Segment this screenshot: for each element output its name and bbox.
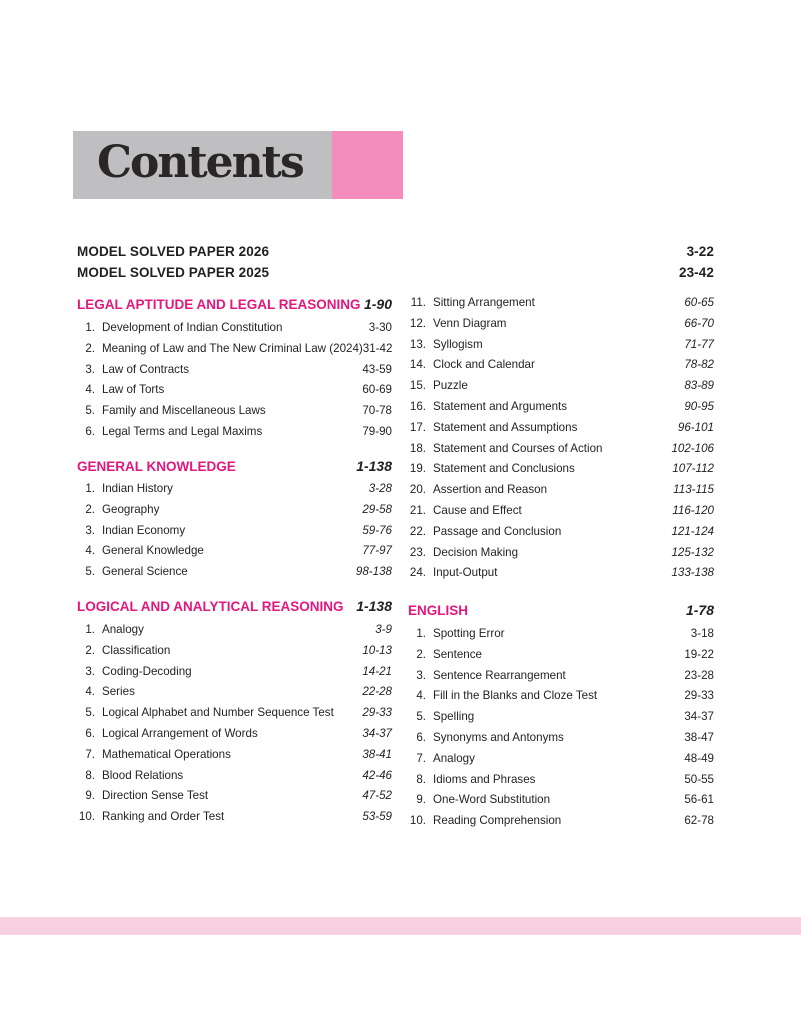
toc-entry-label: Spelling [433, 710, 475, 724]
toc-entry-number: 16. [409, 400, 426, 413]
section-heading-pages: 1-78 [685, 602, 714, 618]
toc-entry-label: Family and Miscellaneous Laws [102, 404, 266, 418]
toc-entry-pages: 19-22 [684, 647, 714, 661]
toc-entry-pages: 3-28 [368, 482, 392, 495]
toc-entry-pages: 43-59 [362, 362, 392, 376]
title-pink-accent [332, 131, 403, 199]
toc-entry[interactable] [72, 723, 392, 744]
toc-entry[interactable] [403, 375, 714, 396]
toc-entry[interactable] [72, 702, 392, 723]
toc-entry[interactable] [72, 806, 392, 827]
toc-entry-number: 20. [409, 483, 426, 497]
toc-entry-label: Sentence [433, 647, 482, 661]
toc-entry-pages: 38-41 [362, 747, 392, 761]
toc-entry-number: 7. [85, 747, 95, 761]
title-grey-panel [73, 131, 332, 199]
toc-entry-number: 19. [409, 462, 426, 476]
toc-entry-label: Classification [102, 643, 171, 657]
toc-entry[interactable] [72, 561, 392, 582]
model-paper-label: MODEL SOLVED PAPER 2025 [77, 265, 270, 280]
toc-entry-pages: 71-77 [684, 337, 714, 351]
toc-entry-label: Law of Torts [102, 383, 165, 397]
toc-entry[interactable] [403, 644, 714, 665]
toc-entry-pages: 3-30 [368, 321, 392, 334]
footer-pink-band [0, 917, 801, 935]
toc-entry[interactable] [72, 478, 392, 499]
toc-entry-pages: 121-124 [671, 524, 714, 538]
toc-entry-pages: 133-138 [671, 566, 714, 580]
section-heading-label: GENERAL KNOWLEDGE [77, 459, 236, 474]
toc-entry-pages: 113-115 [673, 483, 714, 497]
toc-entry-number: 11. [410, 296, 426, 309]
toc-entry-pages: 48-49 [684, 751, 714, 765]
toc-entry-pages: 62-78 [684, 814, 714, 828]
toc-entry-number: 13. [409, 337, 426, 351]
model-paper-label: MODEL SOLVED PAPER 2026 [77, 244, 270, 259]
toc-entry-number: 18. [409, 441, 426, 455]
toc-entry-label: Statement and Courses of Action [433, 441, 603, 455]
toc-entry-number: 6. [85, 727, 95, 740]
toc-entry-label: Coding-Decoding [102, 664, 192, 678]
toc-entry-label: Geography [102, 502, 160, 516]
toc-entry-pages: 38-47 [684, 731, 714, 744]
toc-entry-pages: 83-89 [684, 379, 714, 393]
toc-entry[interactable] [403, 438, 714, 459]
model-paper-2025-row[interactable] [77, 265, 714, 280]
toc-entry-pages: 125-132 [671, 545, 714, 559]
toc-entry-pages: 29-33 [684, 689, 714, 703]
toc-entry-label: Ranking and Order Test [102, 810, 225, 824]
toc-entry-number: 10. [409, 814, 426, 828]
toc-entry-pages: 42-46 [362, 768, 392, 782]
toc-entry-pages: 56-61 [684, 793, 714, 807]
toc-entry-pages: 34-37 [362, 727, 392, 740]
toc-entry-number: 2. [85, 643, 95, 657]
toc-entry-label: Analogy [433, 751, 475, 765]
toc-entry-label: Statement and Arguments [433, 400, 568, 413]
toc-entry[interactable] [403, 292, 714, 313]
toc-entry[interactable] [72, 421, 392, 442]
toc-entry-label: Law of Contracts [102, 362, 189, 376]
toc-entry-number: 9. [85, 789, 95, 803]
toc-entry-label: Fill in the Blanks and Cloze Test [433, 689, 598, 703]
toc-entry-label: Blood Relations [102, 768, 184, 782]
page-title: Contents [97, 137, 303, 188]
toc-entry-pages: 79-90 [362, 425, 392, 438]
toc-entry-label: Analogy [102, 623, 144, 636]
toc-entry-number: 1. [416, 627, 426, 640]
toc-entry[interactable] [403, 500, 714, 521]
toc-entry-label: Input-Output [433, 566, 498, 580]
toc-entry[interactable] [403, 769, 714, 790]
toc-entry[interactable] [72, 499, 392, 520]
toc-entry-number: 3. [85, 664, 95, 678]
toc-entry-number: 5. [85, 565, 95, 579]
toc-entry-pages: 60-69 [362, 383, 392, 397]
toc-entry-number: 7. [416, 751, 426, 765]
toc-entry[interactable] [403, 727, 714, 748]
toc-entry-label: Syllogism [433, 337, 483, 351]
toc-entry[interactable] [403, 354, 714, 375]
toc-entry-label: Assertion and Reason [433, 483, 548, 497]
toc-entry-pages: 23-28 [684, 668, 714, 682]
toc-entry-pages: 102-106 [671, 441, 714, 455]
toc-entry-number: 15. [409, 379, 426, 393]
toc-entry-label: Clock and Calendar [433, 358, 535, 372]
toc-entry[interactable] [72, 400, 392, 421]
section-heading-general-knowledge[interactable] [77, 458, 392, 474]
toc-entry[interactable] [72, 640, 392, 661]
toc-entry[interactable] [403, 665, 714, 686]
toc-entry-label: General Science [102, 565, 188, 579]
toc-entry-number: 2. [85, 502, 95, 516]
toc-entry-number: 3. [85, 523, 95, 537]
toc-entry-label: Meaning of Law and The New Criminal Law (2024) [102, 341, 363, 355]
toc-entry[interactable] [403, 542, 714, 563]
toc-entry[interactable] [403, 334, 714, 355]
toc-entry-pages: 29-33 [362, 706, 392, 720]
toc-entry[interactable] [72, 661, 392, 682]
toc-entry-label: Indian History [102, 482, 173, 495]
toc-entry-label: Logical Alphabet and Number Sequence Test [102, 706, 334, 720]
toc-entry-pages: 60-65 [684, 296, 714, 309]
toc-entry-pages: 31-42 [362, 341, 393, 355]
toc-entry[interactable] [72, 619, 392, 640]
toc-entry-pages: 53-59 [362, 810, 392, 824]
toc-entry-pages: 22-28 [362, 685, 392, 699]
toc-entry-label: Sentence Rearrangement [433, 668, 566, 682]
toc-entry-number: 1. [85, 623, 95, 636]
toc-entry-number: 22. [409, 524, 426, 538]
toc-entry-label: Mathematical Operations [102, 747, 231, 761]
toc-entry-number: 6. [85, 425, 95, 438]
toc-entry[interactable] [72, 540, 392, 561]
toc-entry-pages: 90-95 [684, 400, 714, 413]
toc-entry[interactable] [403, 521, 714, 542]
section-heading-label: LOGICAL AND ANALYTICAL REASONING [77, 599, 344, 614]
toc-entry-number: 5. [85, 706, 95, 720]
toc-entry-label: Puzzle [433, 379, 468, 393]
toc-entry[interactable] [403, 479, 714, 500]
toc-entry[interactable] [72, 379, 392, 400]
section-heading-pages: 1-138 [356, 458, 392, 474]
toc-entry-label: Cause and Effect [433, 504, 522, 517]
toc-entry[interactable] [403, 396, 714, 417]
toc-entry-number: 4. [416, 689, 426, 703]
section-heading-legal[interactable] [77, 296, 392, 312]
toc-entry[interactable] [72, 744, 392, 765]
section-heading-english[interactable] [408, 602, 714, 618]
toc-entry-pages: 78-82 [684, 358, 714, 372]
toc-entry-number: 6. [416, 731, 426, 744]
toc-entry[interactable] [72, 359, 392, 380]
toc-entry-label: Idioms and Phrases [433, 772, 536, 786]
toc-entry[interactable] [72, 338, 392, 359]
section-heading-label: LEGAL APTITUDE AND LEGAL REASONING [77, 297, 361, 312]
toc-entry-number: 1. [85, 482, 95, 495]
toc-entry-pages: 29-58 [362, 502, 392, 516]
toc-entry-pages: 3-18 [690, 627, 714, 640]
toc-entry-pages: 14-21 [362, 664, 392, 678]
toc-entry[interactable] [403, 562, 714, 583]
toc-entry[interactable] [403, 458, 714, 479]
toc-entry-pages: 77-97 [362, 544, 392, 558]
section-heading-pages: 1-138 [356, 598, 392, 614]
toc-entry-pages: 3-9 [375, 623, 392, 636]
toc-entry-number: 17. [409, 420, 426, 434]
toc-entry[interactable] [72, 765, 392, 786]
toc-entry[interactable] [403, 706, 714, 727]
toc-entry-number: 2. [416, 647, 426, 661]
model-paper-2026-row[interactable] [77, 244, 714, 259]
toc-entry-number: 1. [85, 321, 95, 334]
toc-entry-pages: 107-112 [672, 462, 714, 476]
model-paper-pages: 3-22 [686, 244, 714, 259]
toc-entry-number: 8. [85, 768, 95, 782]
toc-entry-number: 21. [409, 504, 426, 517]
section-heading-label: ENGLISH [408, 603, 469, 618]
toc-entry-pages: 34-37 [684, 710, 714, 724]
toc-entry-number: 5. [416, 710, 426, 724]
toc-entry-label: Statement and Conclusions [433, 462, 575, 476]
toc-entry-pages: 116-120 [672, 504, 714, 517]
toc-entry-pages: 47-52 [362, 789, 392, 803]
toc-entry-number: 9. [416, 793, 426, 807]
contents-title-block [73, 131, 403, 199]
toc-entry-number: 2. [85, 341, 95, 355]
toc-entry-number: 3. [416, 668, 426, 682]
toc-entry-label: Development of Indian Constitution [102, 321, 283, 334]
toc-entry-number: 10. [78, 810, 95, 824]
toc-entry-number: 8. [416, 772, 426, 786]
toc-entry[interactable] [403, 623, 714, 644]
toc-entry-label: Synonyms and Antonyms [433, 731, 564, 744]
toc-entry-number: 4. [85, 685, 95, 699]
section-heading-pages: 1-90 [363, 296, 392, 312]
toc-entry-label: Statement and Assumptions [433, 420, 578, 434]
toc-entry-number: 3. [85, 362, 95, 376]
toc-entry-label: Indian Economy [102, 523, 186, 537]
toc-entry-label: General Knowledge [102, 544, 204, 558]
toc-entry[interactable] [403, 685, 714, 706]
toc-entry[interactable] [403, 789, 714, 810]
section-heading-logical-reasoning[interactable] [77, 598, 392, 614]
toc-entry[interactable] [403, 313, 714, 334]
toc-entry-label: Series [102, 685, 135, 699]
toc-entry-number: 14. [409, 358, 426, 372]
toc-entry-pages: 50-55 [684, 772, 714, 786]
toc-entry-label: Passage and Conclusion [433, 524, 562, 538]
toc-entry-number: 4. [85, 544, 95, 558]
toc-entry-pages: 96-101 [677, 420, 714, 434]
toc-entry-number: 24. [409, 566, 426, 580]
toc-entry-label: One-Word Substitution [433, 793, 551, 807]
toc-entry-label: Direction Sense Test [102, 789, 209, 803]
toc-entry-pages: 10-13 [362, 643, 392, 657]
toc-entry-label: Spotting Error [433, 627, 505, 640]
toc-entry[interactable] [72, 520, 392, 541]
toc-entry-label: Sitting Arrangement [433, 296, 535, 309]
model-paper-pages: 23-42 [678, 265, 714, 280]
toc-entry-pages: 98-138 [355, 565, 392, 579]
toc-entry-pages: 70-78 [362, 404, 392, 418]
toc-entry-label: Decision Making [433, 545, 519, 559]
toc-entry[interactable] [403, 748, 714, 769]
toc-entry-label: Legal Terms and Legal Maxims [102, 425, 263, 438]
toc-entry-number: 12. [409, 316, 426, 330]
toc-entry[interactable] [72, 785, 392, 806]
toc-entry-number: 23. [409, 545, 426, 559]
toc-entry[interactable] [72, 317, 392, 338]
toc-entry-number: 4. [85, 383, 95, 397]
toc-entry[interactable] [403, 417, 714, 438]
toc-entry-pages: 59-76 [362, 523, 392, 537]
toc-entry-number: 5. [85, 404, 95, 418]
toc-entry-pages: 66-70 [684, 316, 714, 330]
toc-entry[interactable] [403, 810, 714, 831]
toc-entry-label: Logical Arrangement of Words [102, 727, 258, 740]
toc-entry-label: Venn Diagram [433, 316, 507, 330]
toc-entry-label: Reading Comprehension [433, 814, 562, 828]
toc-entry[interactable] [72, 681, 392, 702]
